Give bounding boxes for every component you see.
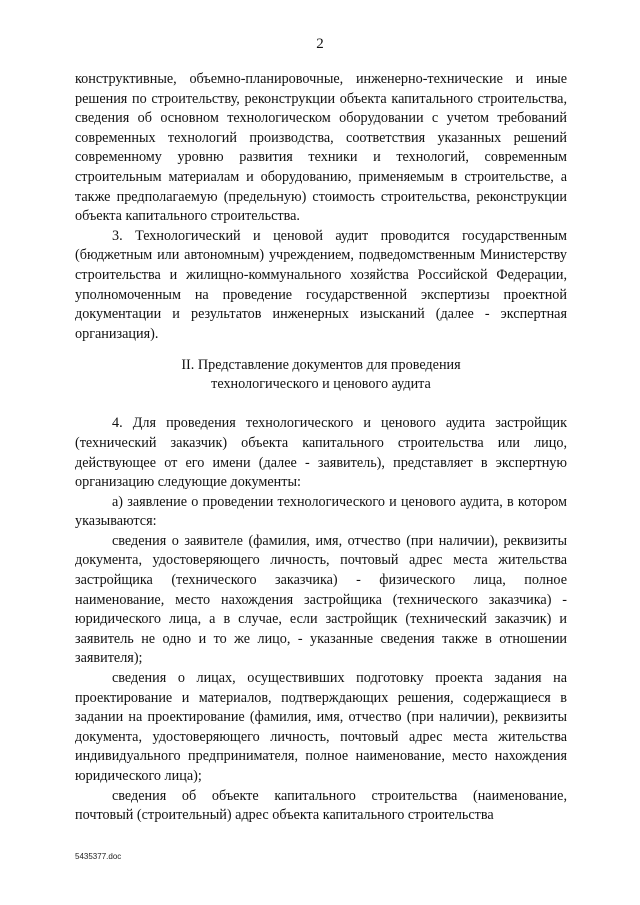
paragraph-applicant-info: сведения о заявителе (фамилия, имя, отчество (при наличии), реквизиты документа, удостоверяющего личность, почтовый адрес места жительства застройщика (технического заказчика) - физического лица, полное наименование, место нахождения застройщика (технического заказчика) - юридического лица, а в случае, если застройщик (технический заказчик) и заявитель не одно и то же лицо, - указанные сведения также в отношении заявителя); (75, 532, 567, 667)
page-number: 2 (316, 36, 324, 52)
paragraph-continuation: конструктивные, объемно-планировочные, инженерно-технические и иные решения по строительству, реконструкции объекта капитального строительства, сведения об основном технологическом оборудовании с учетом требований современных технологий производства, соответствия указанных решений современному уровню развития техники и технологий, современным строительным материалам и оборудованию, применяемым в строительстве, а также предполагаемую (предельную) стоимость строительства, реконструкции объекта капитального строительства. (75, 71, 567, 225)
section-heading-line-1: II. Представление документов для проведения (181, 357, 461, 374)
paragraph-object-info: сведения об объекте капитального строительства (наименование, почтовый (строительный) адрес объекта капитального строительства (75, 787, 567, 824)
document-body (75, 70, 567, 826)
footer-document-ref: 5435377.doc (75, 852, 122, 861)
paragraph-item-3: 3. Технологический и ценовой аудит проводится государственным (бюджетным или автономным) учреждением, подведомственным Министерству строительства и жилищно-коммунального хозяйства Российской Федерации, уполномоченным на проведение государственной экспертизы проектной документации и результатов инженерных изысканий (далее - экспертная организация). (75, 227, 567, 342)
section-heading (75, 356, 567, 394)
paragraph-subitem-a: а) заявление о проведении технологического и ценового аудита, в котором указываются: (75, 493, 567, 530)
paragraph-preparers-info: сведения о лицах, осуществивших подготовку проекта задания на проектирование и материалов, подтверждающих решения, содержащиеся в задании на проектирование (фамилия, имя, отчество (при наличии), реквизиты документа, удостоверяющего личность, почтовый адрес места жительства индивидуального предпринимателя, полное наименование, место нахождения юридического лица); (75, 670, 567, 784)
paragraph-item-4: 4. Для проведения технологического и ценового аудита застройщик (технический заказчик) объекта капитального строительства или лицо, действующее от его имени (далее - заявитель), представляет в экспертную организацию следующие документы: (75, 415, 567, 491)
section-heading-line-2: технологического и ценового аудита (211, 376, 431, 393)
